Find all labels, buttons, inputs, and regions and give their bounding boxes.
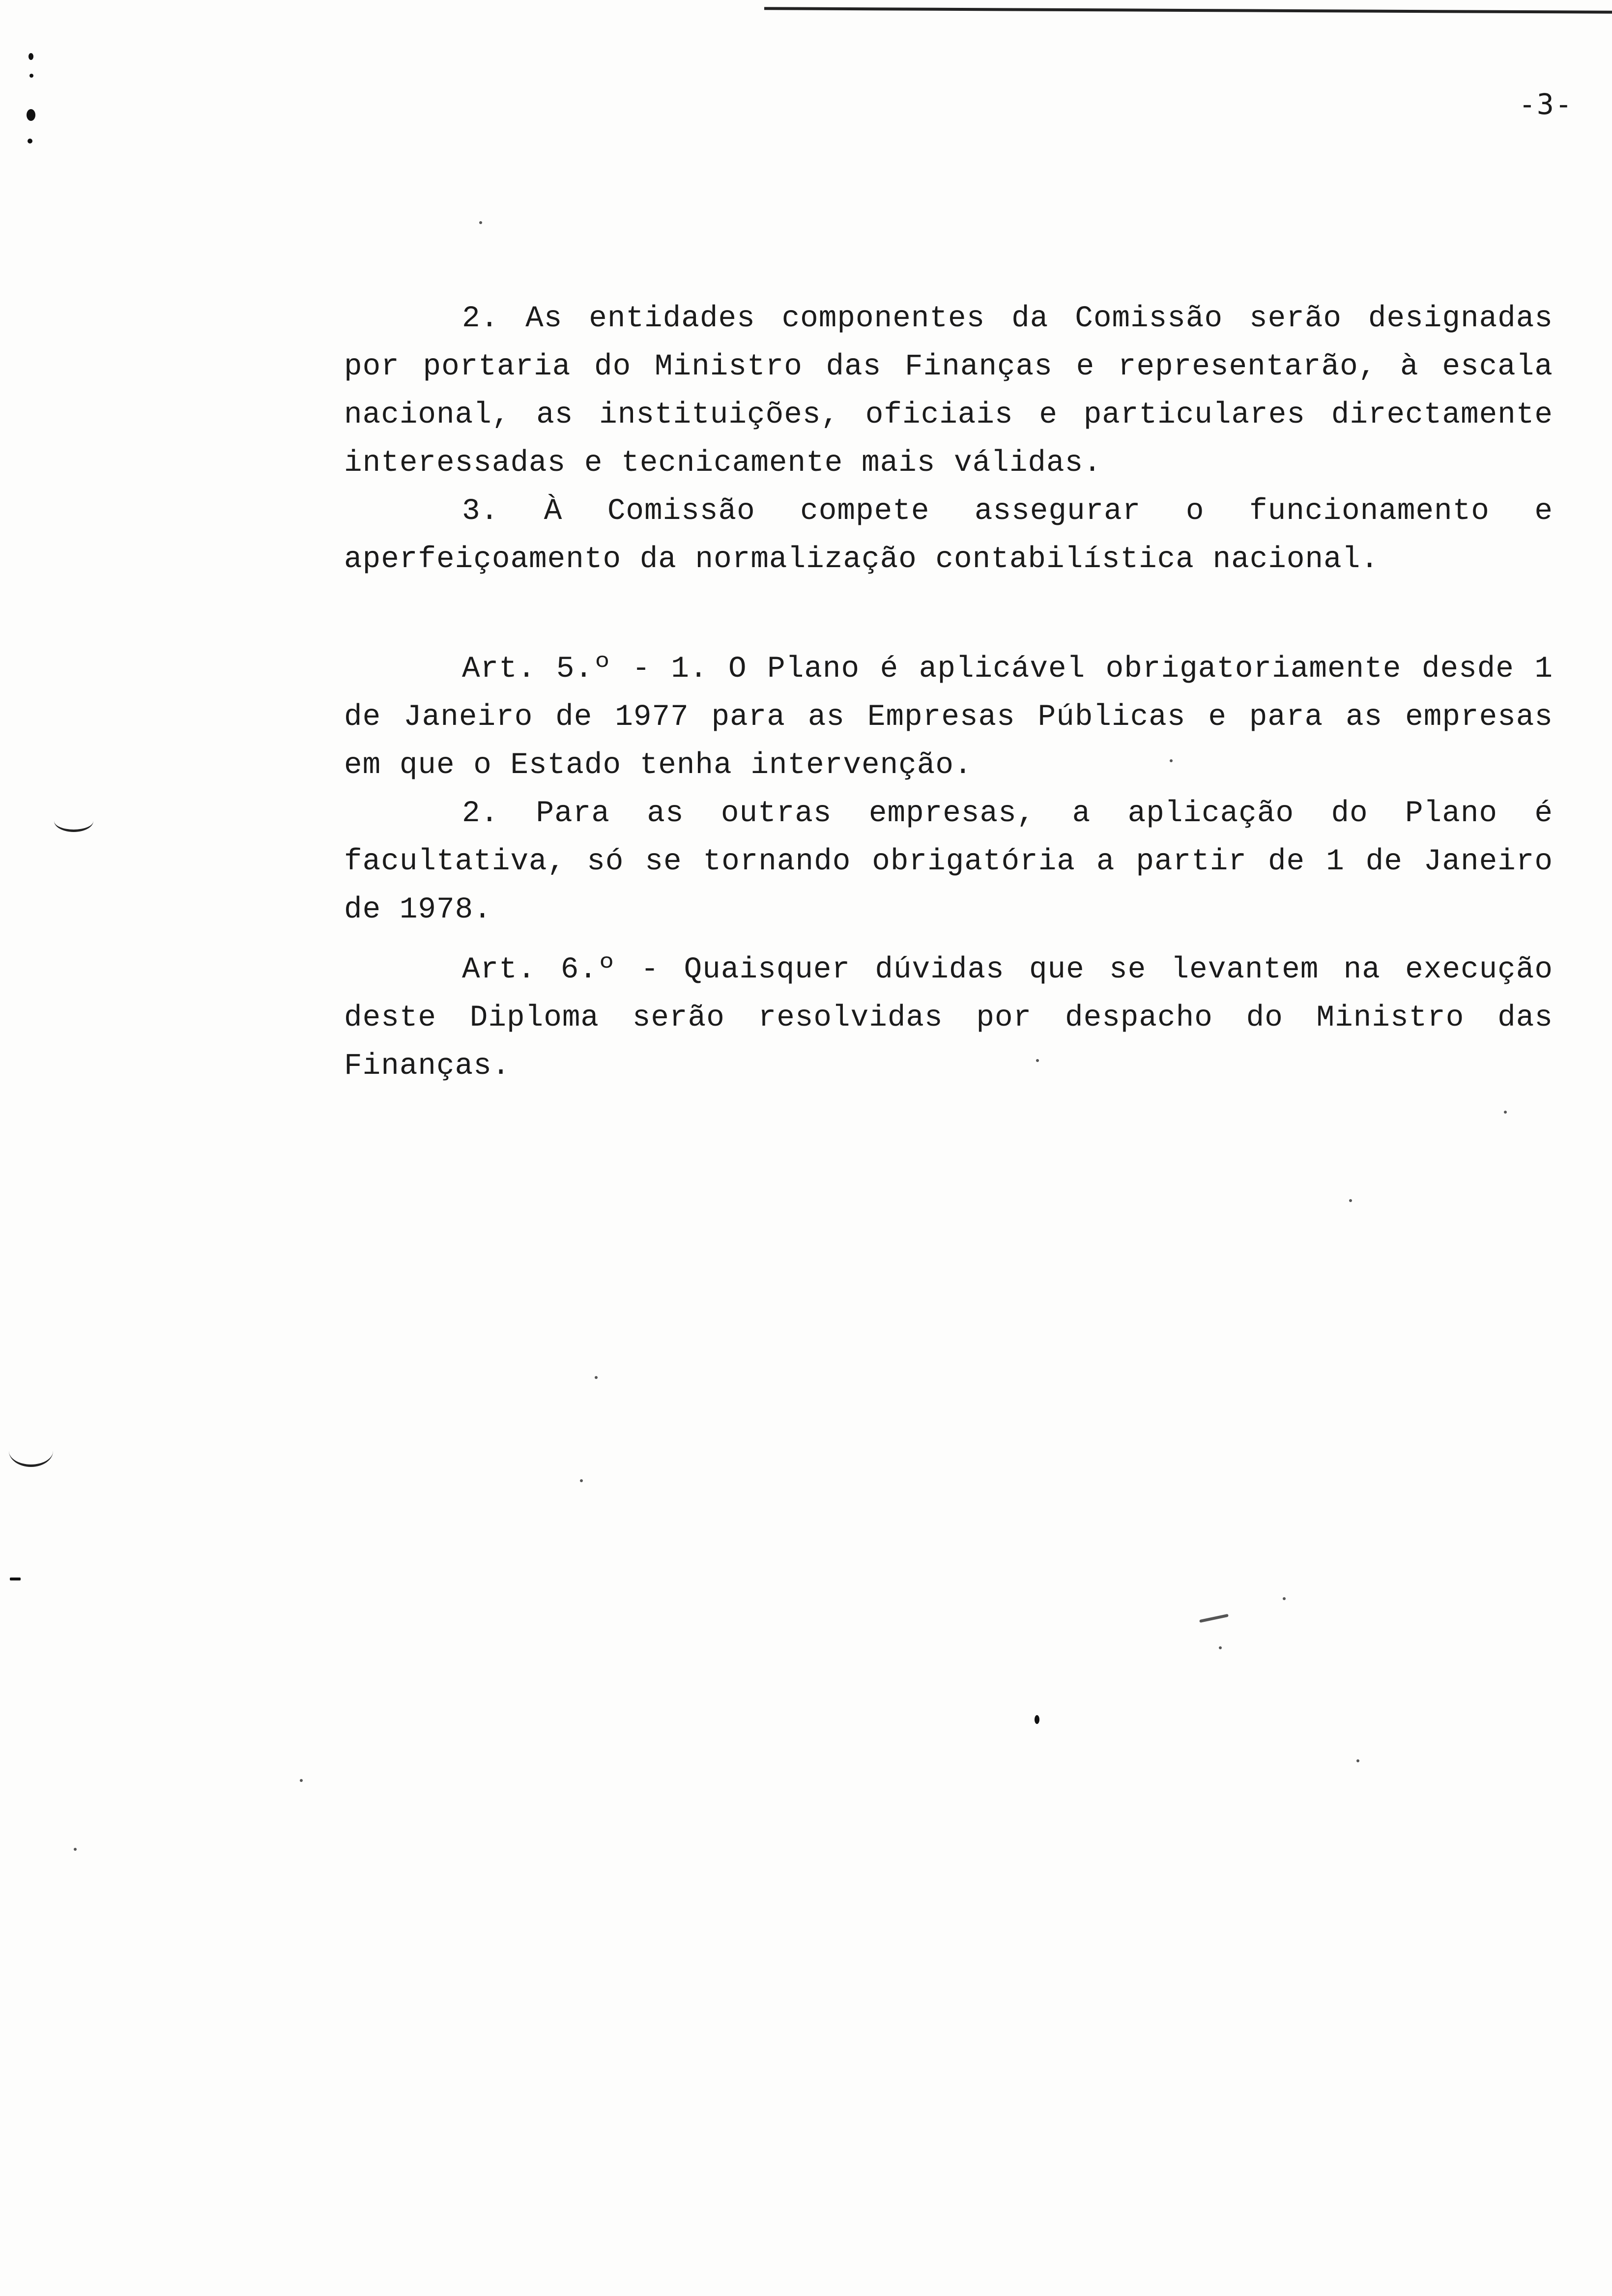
article-4-continuation (344, 295, 1553, 584)
scan-speck (1504, 1111, 1507, 1114)
scan-speck (1219, 1646, 1222, 1649)
scan-speck (300, 1779, 303, 1782)
scan-speck (74, 1848, 77, 1851)
scan-mark (29, 74, 33, 78)
scan-speck (1170, 759, 1173, 762)
scan-speck (1283, 1597, 1286, 1600)
scan-mark (28, 139, 32, 144)
binding-arc-mark (54, 810, 93, 832)
article-6-paragraph-1: Art. 6.º - Quaisquer dúvidas que se levantem na execução deste Diploma serão resolvidas por despacho do Ministro das Finanças. (344, 953, 1553, 1083)
scan-speck (1036, 1059, 1039, 1062)
page-number: -3- (1519, 87, 1573, 121)
scan-speck (580, 1479, 583, 1482)
scan-mark (29, 53, 33, 60)
article-5-paragraph-1: Art. 5.º - 1. O Plano é aplicável obrigatoriamente desde 1 de Janeiro de 1977 para as Empresas Públicas e para as empresas em que o Estado tenha intervenção. (344, 652, 1553, 782)
article-4-paragraph-3: 3. À Comissão compete assegurar o funcionamento e aperfeiçoamento da normalização contabilística nacional. (344, 494, 1553, 576)
top-edge-rule (764, 0, 1612, 14)
scan-speck (1356, 1759, 1359, 1762)
scan-speck (595, 1376, 598, 1379)
article-5 (344, 645, 1553, 934)
article-5-paragraph-2: 2. Para as outras empresas, a aplicação do Plano é facultativa, só se tornando obrigatória a partir de 1 de Janeiro de 1978. (344, 797, 1553, 927)
binding-arc-mark (9, 1435, 53, 1467)
scan-mark (27, 109, 35, 121)
scan-speck (479, 221, 482, 224)
article-4-paragraph-2: 2. As entidades componentes da Comissão serão designadas por portaria do Ministro das Finanças e representarão, à escala nacional, as instituições, oficiais e particulares directamente interessadas e tecnicamente mais válidas. (344, 302, 1553, 480)
scan-mark (1035, 1715, 1039, 1724)
scan-speck (1349, 1199, 1352, 1202)
scan-mark (10, 1578, 21, 1580)
article-6 (344, 946, 1553, 1091)
scan-speck (1199, 1614, 1229, 1623)
